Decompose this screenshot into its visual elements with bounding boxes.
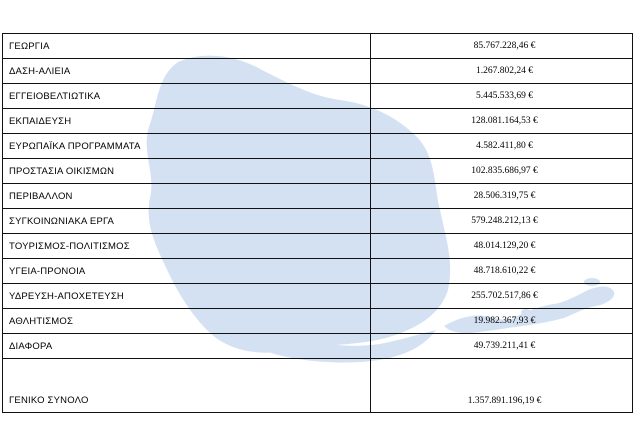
category-cell: ΥΔΡΕΥΣΗ-ΑΠΟΧΕΤΕΥΣΗ: [3, 284, 371, 309]
amount-cell: 85.767.228,46 €: [371, 34, 633, 59]
table-row: [3, 159, 633, 184]
table-row: [3, 309, 633, 334]
amount-cell: 4.582.411,80 €: [371, 134, 633, 159]
category-cell: ΔΑΣΗ-ΑΛΙΕΙΑ: [3, 59, 371, 84]
table-row: [3, 334, 633, 359]
category-cell: ΠΕΡΙΒΑΛΛΟΝ: [3, 184, 371, 209]
category-cell: ΓΕΩΡΓΙΑ: [3, 34, 371, 59]
category-cell: ΥΓΕΙΑ-ΠΡΟΝΟΙΑ: [3, 259, 371, 284]
table-row: [3, 184, 633, 209]
total-row: [3, 359, 633, 413]
amount-cell: 255.702.517,86 €: [371, 284, 633, 309]
table-row: [3, 259, 633, 284]
amount-cell: 102.835.686,97 €: [371, 159, 633, 184]
amount-cell: 48.014.129,20 €: [371, 234, 633, 259]
amount-cell: 49.739.211,41 €: [371, 334, 633, 359]
category-cell: ΠΡΟΣΤΑΣΙΑ ΟΙΚΙΣΜΩΝ: [3, 159, 371, 184]
category-cell: ΔΙΑΦΟΡΑ: [3, 334, 371, 359]
table-row: [3, 59, 633, 84]
total-label-cell: ΓΕΝΙΚΟ ΣΥΝΟΛΟ: [3, 359, 371, 413]
amount-cell: 579.248.212,13 €: [371, 209, 633, 234]
category-cell: ΕΚΠΑΙΔΕΥΣΗ: [3, 109, 371, 134]
amount-cell: 19.982.367,93 €: [371, 309, 633, 334]
table-row: [3, 84, 633, 109]
category-cell: ΕΥΡΩΠΑΪΚΑ ΠΡΟΓΡΑΜΜΑΤΑ: [3, 134, 371, 159]
category-cell: ΕΓΓΕΙΟΒΕΛΤΙΩΤΙΚΑ: [3, 84, 371, 109]
amount-cell: 28.506.319,75 €: [371, 184, 633, 209]
category-cell: ΑΘΛΗΤΙΣΜΟΣ: [3, 309, 371, 334]
total-amount-cell: 1.357.891.196,19 €: [371, 359, 633, 413]
table-row: [3, 284, 633, 309]
table-row: [3, 109, 633, 134]
amount-cell: 1.267.802,24 €: [371, 59, 633, 84]
amount-cell: 128.081.164,53 €: [371, 109, 633, 134]
category-cell: ΣΥΓΚΟΙΝΩΝΙΑΚΑ ΕΡΓΑ: [3, 209, 371, 234]
table-row: [3, 234, 633, 259]
table-row: [3, 34, 633, 59]
category-cell: ΤΟΥΡΙΣΜΟΣ-ΠΟΛΙΤΙΣΜΟΣ: [3, 234, 371, 259]
budget-table: [2, 33, 633, 413]
table-row: [3, 134, 633, 159]
amount-cell: 48.718.610,22 €: [371, 259, 633, 284]
table-row: [3, 209, 633, 234]
amount-cell: 5.445.533,69 €: [371, 84, 633, 109]
